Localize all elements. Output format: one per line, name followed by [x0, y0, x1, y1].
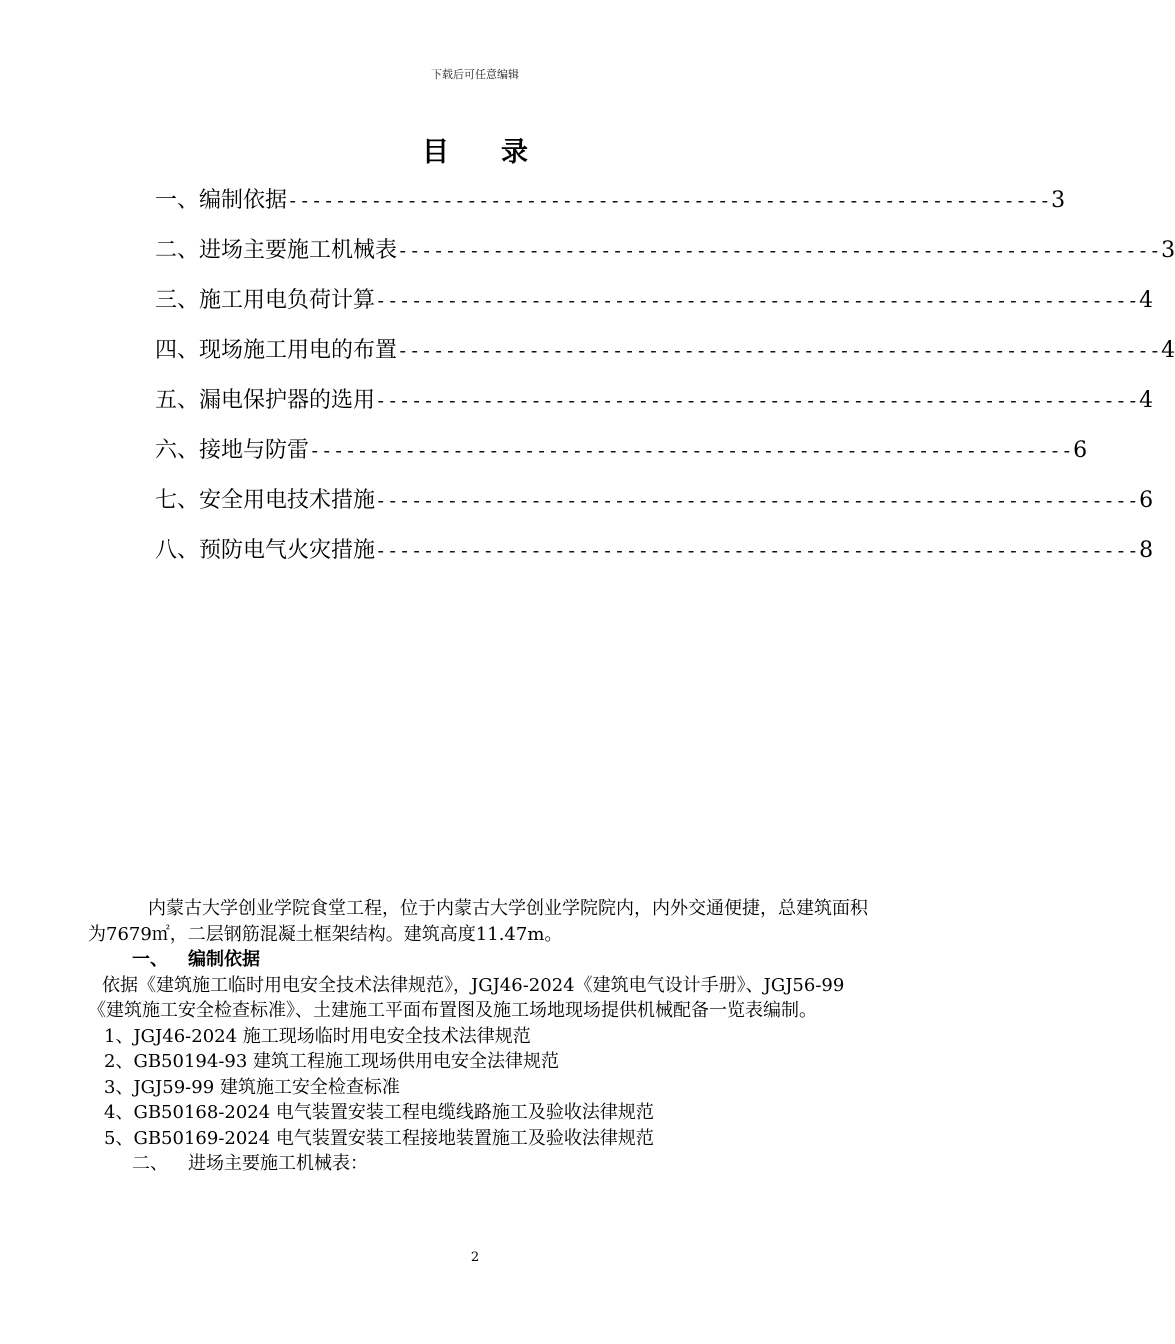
toc-item-label: 八、预防电气火灾措施 — [155, 538, 376, 563]
toc-item-label: 二、进场主要施工机械表 — [155, 238, 398, 263]
toc-item[interactable] — [155, 433, 1088, 483]
toc-item-page: 4 — [1161, 338, 1175, 363]
list-item: 3、JGJ59-99 建筑施工安全检查标准 — [104, 1076, 400, 1098]
section-number: 二、 — [132, 1153, 168, 1174]
toc-item-page: 6 — [1139, 488, 1154, 513]
section-title: 进场主要施工机械表： — [188, 1153, 368, 1174]
toc-item-label: 七、安全用电技术措施 — [155, 488, 376, 513]
toc-item[interactable] — [155, 183, 1066, 233]
toc-leader: ---------------------------------------------------------------- — [309, 440, 1074, 462]
toc-leader: ---------------------------------------------------------------- — [375, 540, 1140, 562]
toc-leader: ---------------------------------------------------------------- — [375, 290, 1140, 312]
toc-item[interactable] — [155, 333, 1175, 383]
toc-item-page: 4 — [1139, 288, 1154, 313]
toc-item[interactable] — [155, 483, 1154, 533]
table-of-contents — [155, 183, 1175, 583]
toc-item[interactable] — [155, 383, 1154, 433]
toc-item-page: 3 — [1051, 188, 1066, 213]
toc-leader: ---------------------------------------------------------------- — [397, 340, 1162, 362]
list-item: 5、GB50169-2024 电气装置安装工程接地装置施工及验收法律规范 — [104, 1127, 654, 1149]
document-body — [88, 896, 878, 1177]
list-item: 4、GB50168-2024 电气装置安装工程电缆线路施工及验收法律规范 — [104, 1102, 654, 1123]
toc-item-label: 六、接地与防雷 — [155, 438, 310, 463]
toc-item-label: 五、漏电保护器的选用 — [155, 388, 376, 413]
section-title: 编制依据 — [188, 949, 260, 970]
header-note: 下载后可任意编辑 — [431, 68, 519, 81]
toc-item-page: 4 — [1139, 388, 1154, 413]
toc-item-page: 6 — [1073, 438, 1088, 463]
intro-paragraph: 内蒙古大学创业学院食堂工程，位于内蒙古大学创业学院院内，内外交通便捷，总建筑面积为7679㎡，二层钢筋混凝土框架结构。建筑高度11.47m。 — [88, 898, 868, 945]
section-number: 一、 — [132, 949, 168, 970]
toc-leader: ---------------------------------------------------------------- — [375, 390, 1140, 412]
list-item: 1、JGJ46-2024 施工现场临时用电安全技术法律规范 — [104, 1025, 531, 1047]
toc-item-label: 三、施工用电负荷计算 — [155, 288, 376, 313]
section-heading-1 — [88, 947, 878, 973]
toc-leader: ---------------------------------------------------------------- — [287, 190, 1052, 212]
section-heading-2 — [88, 1151, 878, 1177]
toc-item-page: 8 — [1139, 538, 1154, 563]
toc-item-label: 四、现场施工用电的布置 — [155, 338, 398, 363]
list-item: 2、GB50194-93 建筑工程施工现场供用电安全法律规范 — [104, 1051, 560, 1072]
toc-item-page: 3 — [1161, 238, 1175, 263]
toc-title-right: 录 — [501, 137, 528, 168]
basis-paragraph: 依据《建筑施工临时用电安全技术法律规范》，JGJ46-2024《建筑电气设计手册》、JGJ56-99《建筑施工安全检查标准》、土建施工平面布置图及施工场地现场提供机械配备一览表编制。 — [88, 974, 845, 1021]
toc-leader: ---------------------------------------------------------------- — [375, 490, 1140, 512]
toc-item[interactable] — [155, 233, 1175, 283]
toc-item-label: 一、编制依据 — [155, 188, 288, 213]
toc-item[interactable] — [155, 533, 1154, 583]
toc-item[interactable] — [155, 283, 1154, 333]
page-number: 2 — [470, 1250, 480, 1265]
toc-leader: ---------------------------------------------------------------- — [397, 240, 1162, 262]
toc-title — [0, 130, 950, 169]
toc-title-left: 目 — [422, 137, 449, 168]
